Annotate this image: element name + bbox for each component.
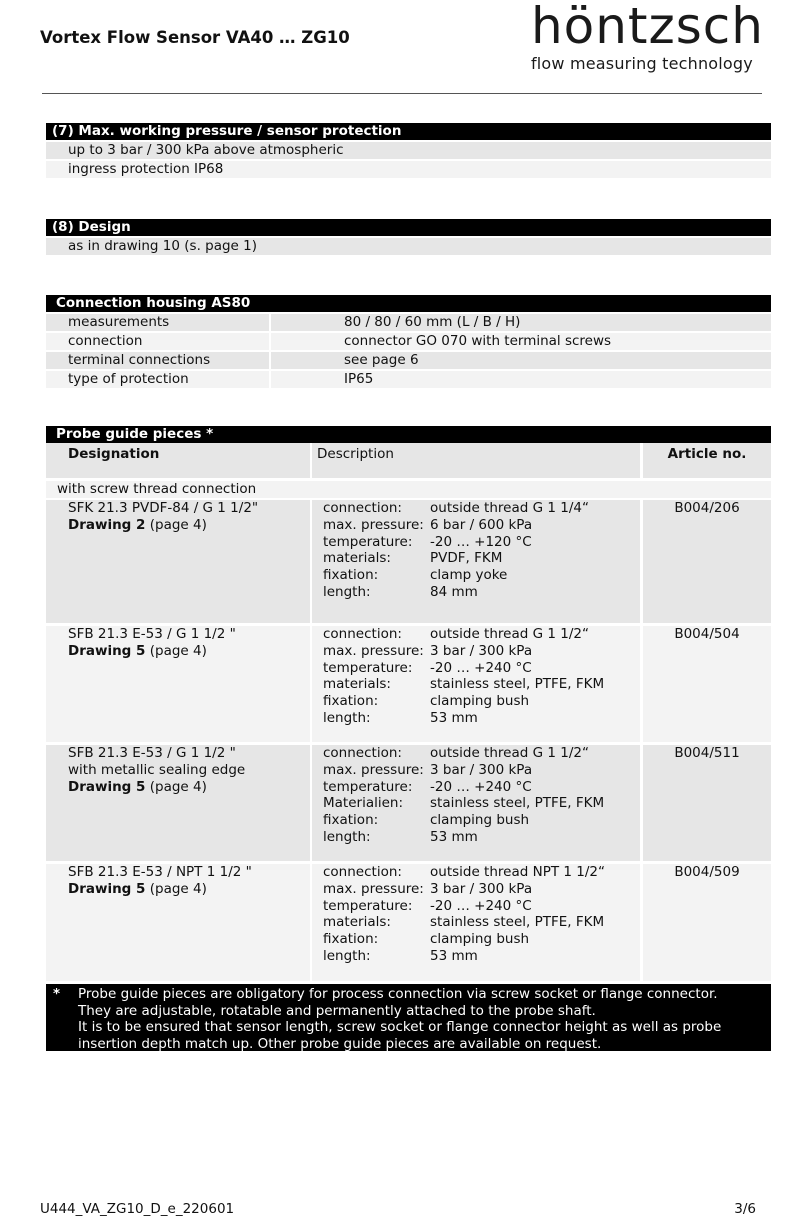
spec-row — [323, 948, 640, 965]
spec-row — [323, 660, 640, 677]
spec-value: stainless steel, PTFE, FKM — [430, 914, 605, 931]
spec-value: outside thread NPT 1 1/2“ — [430, 864, 605, 880]
probe-drawing: Drawing 5 — [68, 880, 146, 897]
spec-row — [323, 643, 640, 660]
probe-description-cell — [312, 864, 640, 981]
spec-value: -20 … +120 °C — [430, 533, 532, 550]
cell-divider — [269, 371, 271, 388]
section-7-line — [46, 142, 771, 159]
spec-row — [323, 931, 640, 948]
spec-key: materials: — [323, 676, 391, 693]
probe-designation: SFB 21.3 E-53 / NPT 1 1/2 " — [68, 864, 252, 880]
section-7-text: ingress protection IP68 — [68, 161, 224, 177]
spec-key: Materialien: — [323, 795, 404, 812]
spec-value: outside thread G 1 1/2“ — [430, 745, 589, 761]
spec-key: fixation: — [323, 693, 379, 710]
section-8-text: as in drawing 10 (s. page 1) — [68, 238, 258, 254]
spec-row — [323, 812, 640, 829]
spec-key: max. pressure: — [323, 880, 424, 897]
header-designation: Designation — [46, 443, 310, 478]
spec-key: fixation: — [323, 931, 379, 948]
probe-designation-extra: with metallic sealing edge — [68, 761, 246, 778]
spec-key: max. pressure: — [323, 516, 424, 533]
spec-key: connection: — [323, 864, 402, 880]
probe-designation-cell — [46, 500, 310, 623]
section-7-text: up to 3 bar / 300 kPa above atmospheric — [68, 142, 344, 158]
spec-key: fixation: — [323, 812, 379, 829]
company-logo — [531, 0, 764, 73]
probe-designation: SFK 21.3 PVDF-84 / G 1 1/2" — [68, 500, 259, 516]
spec-row — [323, 676, 640, 693]
probe-drawing-ref — [68, 643, 310, 660]
probe-description-cell — [312, 626, 640, 742]
page-number: 3/6 — [734, 1201, 756, 1217]
spec-value: 3 bar / 300 kPa — [430, 761, 533, 778]
spec-row — [323, 881, 640, 898]
probe-drawing: Drawing 5 — [68, 642, 146, 659]
housing-row — [46, 371, 771, 388]
spec-key: length: — [323, 947, 371, 964]
probe-title: Probe guide pieces * — [46, 426, 771, 443]
probe-designation: SFB 21.3 E-53 / G 1 1/2 " — [68, 626, 236, 642]
spec-row — [323, 829, 640, 846]
spec-row — [323, 914, 640, 931]
housing-row — [46, 333, 771, 350]
spec-row — [323, 898, 640, 915]
spec-value: clamping bush — [430, 693, 530, 710]
probe-article: B004/504 — [643, 626, 771, 742]
spec-value: stainless steel, PTFE, FKM — [430, 676, 605, 693]
spec-row — [323, 550, 640, 567]
spec-key: materials: — [323, 550, 391, 567]
header-article: Article no. — [643, 443, 771, 478]
probe-drawing-ref — [68, 779, 310, 796]
probe-table-header — [46, 443, 771, 478]
spec-value: PVDF, FKM — [430, 550, 503, 567]
probe-description-cell — [312, 745, 640, 861]
housing-value: connector GO 070 with terminal screws — [344, 333, 612, 349]
housing-value: IP65 — [344, 371, 374, 387]
document-id: U444_VA_ZG10_D_e_220601 — [40, 1201, 235, 1217]
spec-key: length: — [323, 583, 371, 600]
spec-key: connection: — [323, 745, 402, 761]
spec-value: 53 mm — [430, 828, 478, 845]
housing-title: Connection housing AS80 — [46, 295, 771, 312]
document-title: Vortex Flow Sensor VA40 … ZG10 — [40, 28, 350, 47]
spec-key: connection: — [323, 626, 402, 642]
probe-page: (page 4) — [145, 642, 207, 659]
spec-key: temperature: — [323, 659, 413, 676]
cell-divider — [269, 352, 271, 369]
footnote-line: It is to be ensured that sensor length, screw socket or flange connector height as well as probe — [78, 1019, 722, 1036]
housing-label: measurements — [68, 314, 170, 330]
spec-key: fixation: — [323, 567, 379, 584]
spec-row — [323, 517, 640, 534]
probe-item — [46, 500, 771, 623]
spec-row — [323, 762, 640, 779]
spec-row — [323, 864, 640, 881]
spec-value: 53 mm — [430, 709, 478, 726]
probe-designation-cell — [46, 745, 310, 861]
spec-value: 84 mm — [430, 583, 478, 600]
section-8-title: (8) Design — [46, 219, 771, 236]
spec-row — [323, 693, 640, 710]
spec-key: length: — [323, 828, 371, 845]
logo-wordmark: höntzsch — [530, 0, 764, 55]
spec-row — [323, 710, 640, 727]
footnote-line: insertion depth match up. Other probe guide pieces are available on request. — [78, 1035, 602, 1052]
spec-value: 3 bar / 300 kPa — [430, 642, 533, 659]
housing-label: terminal connections — [68, 352, 211, 368]
spec-value: outside thread G 1 1/2“ — [430, 626, 589, 642]
section-8-line — [46, 238, 771, 255]
spec-key: max. pressure: — [323, 761, 424, 778]
spec-key: connection: — [323, 500, 402, 516]
housing-row — [46, 352, 771, 369]
probe-drawing: Drawing 5 — [68, 778, 146, 795]
spec-row — [323, 567, 640, 584]
spec-value: -20 … +240 °C — [430, 897, 532, 914]
spec-key: temperature: — [323, 533, 413, 550]
spec-value: clamping bush — [430, 931, 530, 948]
spec-value: -20 … +240 °C — [430, 778, 532, 795]
probe-page: (page 4) — [145, 880, 207, 897]
probe-page: (page 4) — [145, 516, 207, 533]
probe-item — [46, 745, 771, 861]
probe-subheading: with screw thread connection — [57, 481, 257, 497]
housing-label: connection — [68, 333, 143, 349]
spec-row — [323, 795, 640, 812]
probe-designation: SFB 21.3 E-53 / G 1 1/2 " — [68, 745, 236, 761]
probe-item — [46, 626, 771, 742]
header-description: Description — [312, 443, 640, 478]
section-7-title: (7) Max. working pressure / sensor protection — [46, 123, 771, 140]
spec-value: stainless steel, PTFE, FKM — [430, 795, 605, 812]
probe-drawing-ref — [68, 881, 310, 898]
logo-tagline: flow measuring technology — [530, 54, 753, 73]
spec-value: clamping bush — [430, 812, 530, 829]
probe-footnote — [46, 984, 771, 1051]
housing-label: type of protection — [68, 371, 189, 387]
spec-row — [323, 534, 640, 551]
housing-row — [46, 314, 771, 331]
probe-drawing-ref — [68, 517, 310, 534]
housing-value: see page 6 — [344, 352, 419, 368]
probe-article: B004/206 — [643, 500, 771, 623]
spec-key: max. pressure: — [323, 642, 424, 659]
cell-divider — [269, 314, 271, 331]
spec-key: materials: — [323, 914, 391, 931]
probe-description-cell — [312, 500, 640, 623]
spec-value: clamp yoke — [430, 567, 508, 584]
spec-key: temperature: — [323, 897, 413, 914]
probe-item — [46, 864, 771, 981]
spec-value: 6 bar / 600 kPa — [430, 516, 533, 533]
probe-designation-cell — [46, 626, 310, 742]
spec-row — [323, 745, 640, 762]
cell-divider — [269, 333, 271, 350]
probe-subheading-row — [46, 481, 771, 498]
housing-value: 80 / 80 / 60 mm (L / B / H) — [344, 314, 521, 330]
spec-row — [323, 500, 640, 517]
footnote-line: Probe guide pieces are obligatory for process connection via screw socket or flange connector. — [78, 986, 718, 1002]
spec-value: -20 … +240 °C — [430, 659, 532, 676]
footnote-star: * — [53, 986, 61, 1002]
probe-article: B004/509 — [643, 864, 771, 981]
footnote-line: They are adjustable, rotatable and permanently attached to the probe shaft. — [78, 1002, 596, 1019]
spec-key: temperature: — [323, 778, 413, 795]
header-divider — [42, 93, 762, 94]
spec-row — [323, 584, 640, 601]
probe-drawing: Drawing 2 — [68, 516, 146, 533]
spec-row — [323, 626, 640, 643]
spec-key: length: — [323, 709, 371, 726]
spec-value: 3 bar / 300 kPa — [430, 880, 533, 897]
probe-page: (page 4) — [145, 778, 207, 795]
spec-value: 53 mm — [430, 947, 478, 964]
spec-row — [323, 779, 640, 796]
probe-designation-cell — [46, 864, 310, 981]
section-7-line — [46, 161, 771, 178]
spec-value: outside thread G 1 1/4“ — [430, 500, 589, 516]
probe-article: B004/511 — [643, 745, 771, 861]
